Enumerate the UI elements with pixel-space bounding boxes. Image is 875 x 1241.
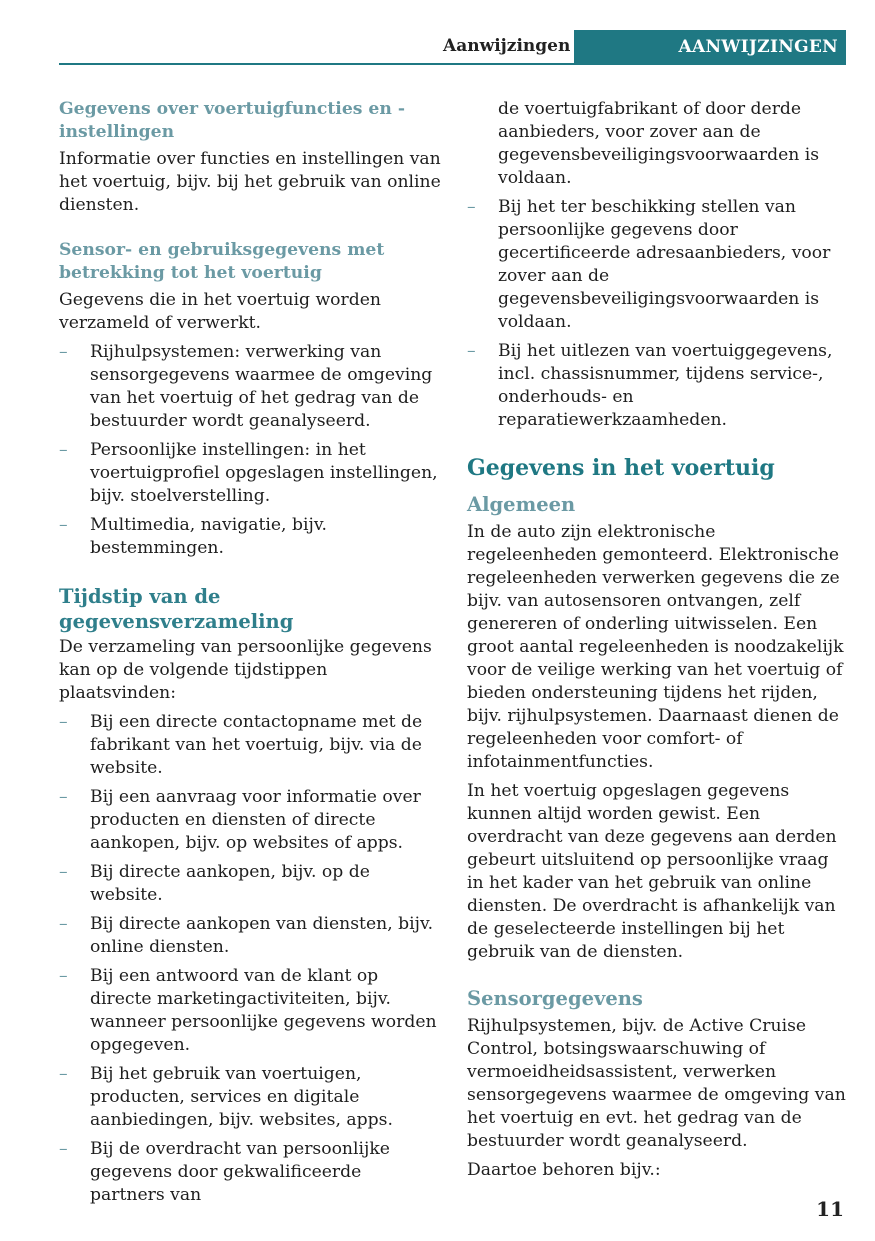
bullet-dash: – [59, 862, 68, 882]
list-item: – Bij het ter beschikking stellen van persoonlijke gegevens door gecertificeerde adresaanbieders, voor zover aan de gegevensbeveiligingsvoorwaarden is voldaan. [467, 197, 831, 332]
bullet-dash: – [59, 515, 68, 535]
collection-time-heading: Tijdstip van de gegevensverzameling [59, 585, 294, 633]
bullet-dash: – [467, 197, 476, 217]
header-rule [59, 63, 846, 65]
sensor-usage-list [59, 341, 441, 560]
list-item: – Bij een aanvraag voor informatie over producten en diensten of directe aankopen, bijv. op websites of apps. [59, 787, 421, 853]
vehicle-data-heading: Gegevens in het voertuig [467, 455, 775, 481]
general-heading: Algemeen [467, 493, 576, 516]
vehicle-functions-text: Informatie over functies en instellingen van het voertuig, bijv. bij het gebruik van online diensten. [59, 149, 441, 215]
page-number: 11 [816, 1197, 844, 1221]
bullet-dash: – [59, 787, 68, 807]
vehicle-functions-heading: Gegevens over voertuigfuncties en -instellingen [59, 99, 405, 142]
list-item: – Rijhulpsystemen: verwerking van sensorgegevens waarmee de omgeving van het voertuig of het gedrag van de bestuurder wordt geanalyseerd. [59, 342, 433, 431]
list-item: – Bij een directe contactopname met de fabrikant van het voertuig, bijv. via de website. [59, 712, 423, 778]
sensor-usage-text: Gegevens die in het voertuig worden verzameld of verwerkt. [59, 290, 381, 333]
sensor-usage-heading: Sensor- en gebruiksgegevens met betrekking tot het voertuig [59, 240, 385, 283]
bullet-dash: – [59, 914, 68, 934]
header-chapter-tab: AANWIJZINGEN [574, 30, 846, 64]
list-item: – Bij directe aankopen, bijv. op de website. [59, 862, 370, 905]
collection-time-list-continued [467, 98, 847, 432]
general-paragraph-1: In de auto zijn elektronische regeleenheden gemonteerd. Elektronische regeleenheden verwerken gegevens die ze bijv. van autosensoren ontvangen, zelf genereren of onderling uitwisselen. Een groot aantal regeleenheden is noodzakelijk voor de veilige werking van het voertuig of bieden ondersteuning tijdens het rijden, bijv. rijhulpsystemen. Daarnaast dienen de regeleenheden voor comfort- of infotainmentfuncties. [467, 522, 844, 772]
bullet-dash: – [59, 440, 68, 460]
list-item: – Bij een antwoord van de klant op directe marketingactiviteiten, bijv. wanneer persoonlijke gegevens worden opgegeven. [59, 966, 437, 1055]
general-paragraph-2: In het voertuig opgeslagen gegevens kunnen altijd worden gewist. Een overdracht van deze gegevens aan derden gebeurt uitsluitend op persoonlijke vraag in het kader van het gebruik van online diensten. De overdracht is afhankelijk van de geselecteerde instellingen bij het gebruik van de diensten. [467, 781, 837, 962]
collection-time-text: De verzameling van persoonlijke gegevens kan op de volgende tijdstippen plaatsvinden: [59, 637, 432, 703]
sensor-data-paragraph-1: Rijhulpsystemen, bijv. de Active Cruise Control, botsingswaarschuwing of vermoeidheidsassistent, verwerken sensorgegevens waarmee de omgeving van het voertuig en evt. het gedrag van de bestuurder wordt geanalyseerd. [467, 1016, 846, 1151]
list-item: – Bij het gebruik van voertuigen, producten, services en digitale aanbiedingen, bijv. websites, apps. [59, 1064, 393, 1130]
right-column [467, 98, 847, 1188]
list-item: – Bij het uitlezen van voertuiggegevens, incl. chassisnummer, tijdens service-, onderhouds- en reparatiewerkzaamheden. [467, 341, 833, 430]
sensor-data-heading: Sensorgegevens [467, 987, 643, 1010]
list-item: – Persoonlijke instellingen: in het voertuigprofiel opgeslagen instellingen, bijv. stoelverstelling. [59, 440, 438, 506]
list-item: – Bij directe aankopen van diensten, bijv. online diensten. [59, 914, 434, 957]
bullet-dash: – [59, 1064, 68, 1084]
header-section-title: Aanwijzingen [443, 36, 571, 56]
collection-time-list [59, 711, 441, 1207]
bullet-dash: – [59, 966, 68, 986]
left-column [59, 98, 441, 1213]
list-item-continued: de voertuigfabrikant of door derde aanbieders, voor zover aan de gegevensbeveiligingsvoorwaarden is voldaan. [498, 99, 820, 188]
bullet-dash: – [59, 1139, 68, 1159]
list-item: – Multimedia, navigatie, bijv. bestemmingen. [59, 515, 327, 558]
bullet-dash: – [59, 712, 68, 732]
bullet-dash: – [467, 341, 476, 361]
list-item: – Bij de overdracht van persoonlijke gegevens door gekwalificeerde partners van [59, 1139, 390, 1205]
sensor-data-paragraph-2: Daartoe behoren bijv.: [467, 1160, 661, 1180]
bullet-dash: – [59, 342, 68, 362]
